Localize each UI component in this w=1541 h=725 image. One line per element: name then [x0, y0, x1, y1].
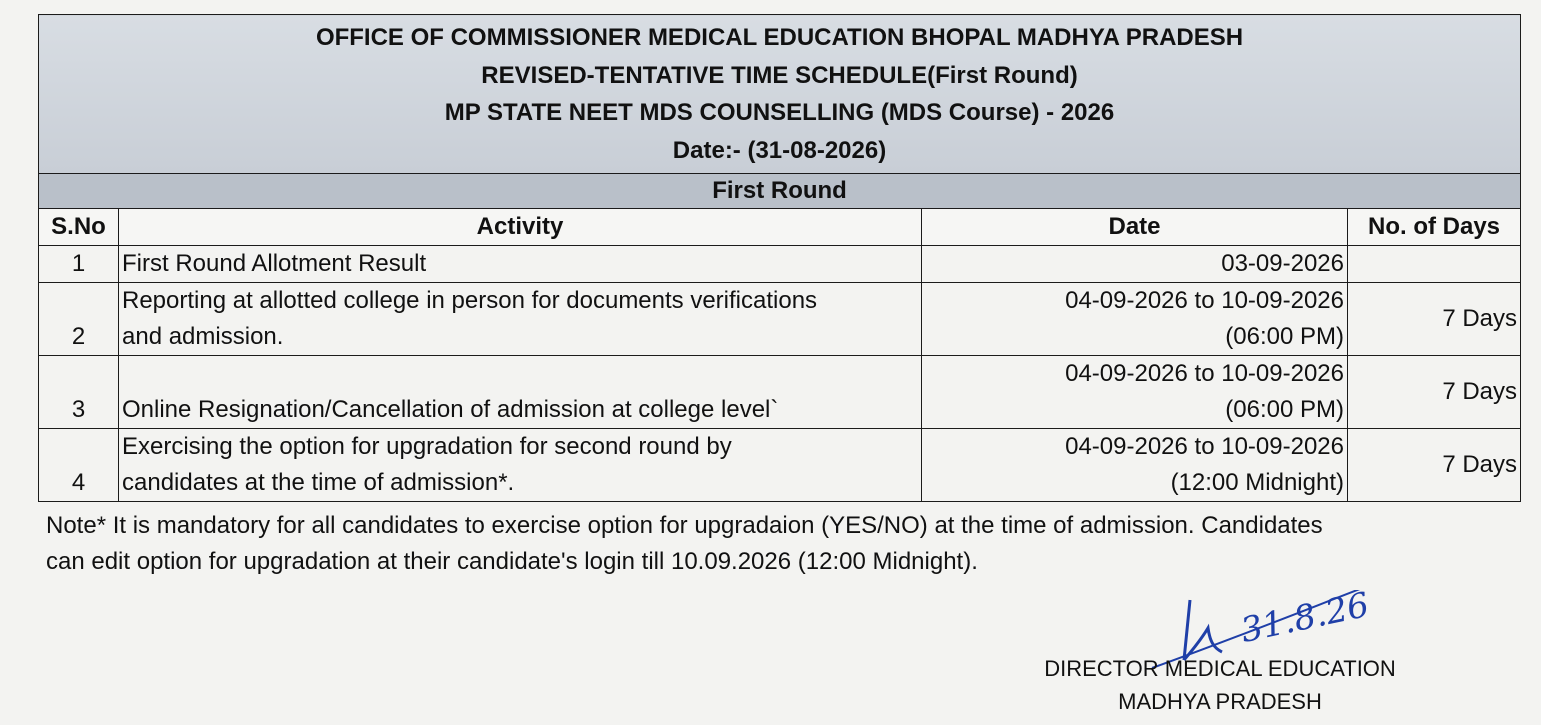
column-header-activity: Activity — [119, 209, 922, 246]
document-date: Date:- (31-08-2026) — [672, 136, 887, 164]
row-activity — [119, 356, 922, 429]
signatory-designation — [1020, 652, 1420, 718]
column-header-sno: S.No — [39, 209, 119, 246]
counselling-title: MP STATE NEET MDS COUNSELLING (MDS Course) - 2026 — [444, 99, 1115, 126]
round-title: First Round — [39, 174, 1521, 209]
designation-line: MADHYA PRADESH — [1118, 689, 1322, 714]
row-sno: 3 — [39, 356, 119, 429]
schedule-title: REVISED-TENTATIVE TIME SCHEDULE(First Round) — [481, 61, 1078, 89]
date-line: 04-09-2026 to 10-09-2026 — [1065, 433, 1344, 460]
signature-block — [1020, 584, 1420, 720]
date-line: (12:00 Midnight) — [1170, 469, 1344, 496]
row-days: 7 Days — [1348, 356, 1521, 429]
table-row — [39, 246, 1521, 283]
column-header-days: No. of Days — [1348, 209, 1521, 246]
row-activity — [119, 429, 922, 502]
date-line: 04-09-2026 to 10-09-2026 — [1065, 360, 1344, 387]
schedule-table — [38, 14, 1521, 502]
row-days: 7 Days — [1348, 283, 1521, 356]
document-header — [39, 15, 1521, 174]
table-row — [39, 283, 1521, 356]
schedule-sheet — [38, 14, 1520, 502]
row-date — [922, 246, 1348, 283]
activity-line: candidates at the time of admission*. — [122, 469, 515, 496]
footnote-line: Note* It is mandatory for all candidates to exercise option for upgradaion (YES/NO) at the time of admission. Candidates — [46, 512, 1323, 539]
column-header-date: Date — [922, 209, 1348, 246]
activity-line-blank — [122, 356, 918, 392]
date-line: 04-09-2026 to 10-09-2026 — [1065, 287, 1344, 314]
date-line: 03-09-2026 — [1221, 250, 1344, 277]
activity-line: and admission. — [122, 323, 284, 350]
row-date — [922, 356, 1348, 429]
office-title: OFFICE OF COMMISSIONER MEDICAL EDUCATION BHOPAL MADHYA PRADESH — [315, 24, 1244, 51]
table-row — [39, 356, 1521, 429]
row-sno: 2 — [39, 283, 119, 356]
row-date — [922, 283, 1348, 356]
activity-line: Reporting at allotted college in person for documents verifications — [122, 287, 818, 314]
row-days — [1348, 246, 1521, 283]
row-sno: 4 — [39, 429, 119, 502]
designation-line: DIRECTOR MEDICAL EDUCATION — [1044, 656, 1396, 681]
row-activity — [119, 283, 922, 356]
row-sno: 1 — [39, 246, 119, 283]
footnote-line: can edit option for upgradation at their candidate's login till 10.09.2026 (12:00 Midnight). — [46, 548, 978, 575]
date-line: (06:00 PM) — [1225, 396, 1344, 423]
footnote — [46, 508, 1516, 580]
table-row — [39, 429, 1521, 502]
table-header-row — [39, 209, 1521, 246]
row-date — [922, 429, 1348, 502]
activity-line: Exercising the option for upgradation for second round by — [122, 433, 732, 460]
row-activity — [119, 246, 922, 283]
row-days: 7 Days — [1348, 429, 1521, 502]
date-line: (06:00 PM) — [1225, 323, 1344, 350]
activity-line: Online Resignation/Cancellation of admission at college level` — [122, 396, 779, 423]
signature-date: 31.8.26 — [1237, 584, 1373, 652]
activity-line: First Round Allotment Result — [122, 250, 427, 277]
